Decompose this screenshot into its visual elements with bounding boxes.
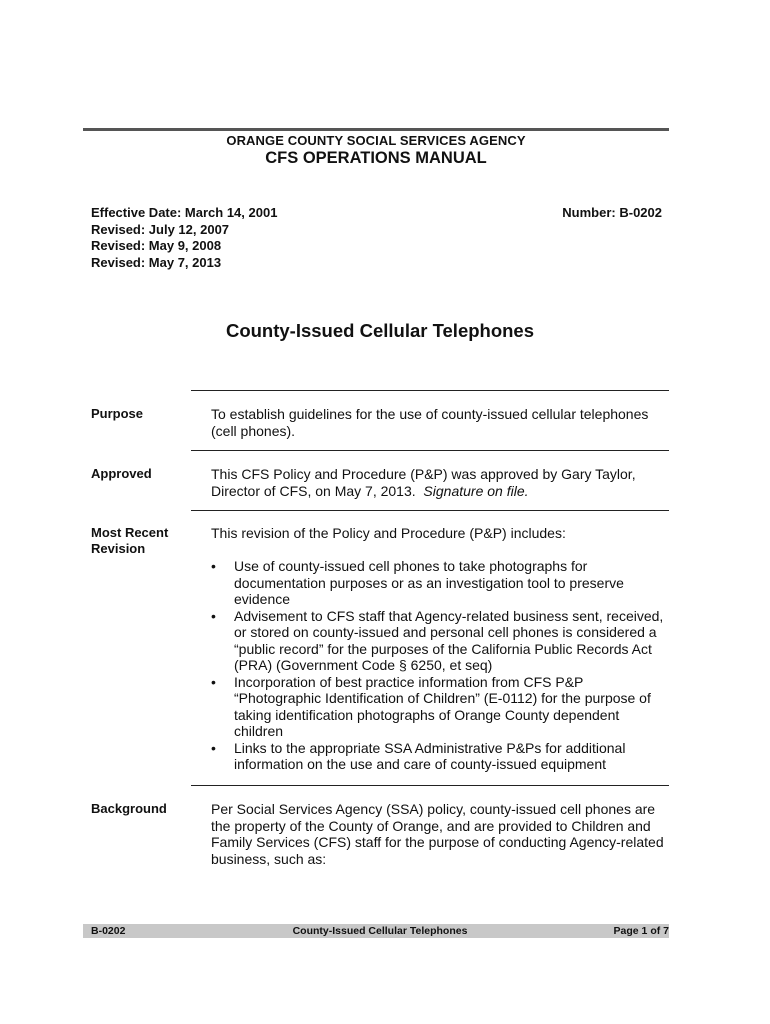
page-number: Page 1 of 7 [613, 925, 669, 937]
purpose-text: To establish guidelines for the use of county-issued cellular telephones (cell phones). [211, 406, 649, 439]
revision-label [91, 525, 168, 557]
page-title: County-Issued Cellular Telephones [225, 320, 535, 341]
list-item: • Incorporation of best practice information from CFS P&P “Photographic Identification of Children” (E-0112) for the purpose of taking identification photographs of Orange County dependent children [211, 673, 651, 739]
bullet-text: Links to the appropriate SSA Administrative P&Ps for additional information on the use and care of county-issued equipment [234, 739, 626, 772]
footer-title: County-Issued Cellular Telephones [292, 925, 468, 937]
bullet-text: Incorporation of best practice information from CFS P&P “Photographic Identification of Children” (E-0112) for the purpose of taking identification photographs of Orange County dependent children [234, 673, 651, 739]
list-item: • Links to the appropriate SSA Administrative P&Ps for additional information on the use and care of county-issued equipment [211, 739, 626, 772]
background-label: Background [91, 801, 167, 816]
bullet-text: Use of county-issued cell phones to take photographs for documentation purposes or as an investigation tool to preserve evidence [234, 558, 624, 607]
section-divider [191, 450, 669, 451]
section-divider [191, 510, 669, 511]
approved-text [211, 466, 671, 499]
revision-intro: This revision of the Policy and Procedure (P&P) includes: [211, 525, 566, 541]
revision-dates [91, 205, 277, 271]
list-item: • Use of county-issued cell phones to take photographs for documentation purposes or as an investigation tool to preserve evidence [211, 558, 624, 607]
footer-doc-number: B-0202 [91, 925, 126, 937]
background-text: Per Social Services Agency (SSA) policy, county-issued cell phones are the property of the County of Orange, and are provided to Children and Family Services (CFS) staff for the purpose of conducting Agency-related business, such as: [211, 801, 664, 867]
purpose-label: Purpose [91, 406, 144, 421]
revised-date-3: Revised: May 7, 2013 [91, 254, 222, 270]
approved-statement: This CFS Policy and Procedure (P&P) was approved by Gary Taylor, Director of CFS, on May 7, 2013. [211, 466, 636, 499]
revision-label-line-1: Most Recent [91, 525, 169, 540]
bullet-text: Advisement to CFS staff that Agency-related business sent, received, or stored on county-issued and personal cell phones is considered a “public record” for the purposes of the California Public Records Act (PRA) (Government Code § 6250, et seq) [234, 607, 664, 673]
signature-note: Signature on file. [423, 482, 529, 499]
header-top-rule [83, 128, 669, 131]
revised-date-1: Revised: July 12, 2007 [91, 221, 230, 237]
agency-name: ORANGE COUNTY SOCIAL SERVICES AGENCY [226, 133, 526, 148]
revised-date-2: Revised: May 9, 2008 [91, 238, 222, 253]
list-item: • Advisement to CFS staff that Agency-related business sent, received, or stored on county-issued and personal cell phones is considered a “public record” for the purposes of the California Public Records Act (PRA) (Government Code § 6250, et seq) [211, 607, 664, 673]
manual-title: CFS OPERATIONS MANUAL [265, 149, 487, 167]
approved-label: Approved [91, 466, 152, 481]
effective-date: Effective Date: March 14, 2001 [91, 205, 278, 220]
section-divider [191, 390, 669, 391]
revision-bullet-list [211, 558, 671, 773]
section-divider [191, 785, 669, 786]
revision-label-line-2: Revision [91, 541, 146, 556]
document-number: Number: B-0202 [562, 205, 662, 220]
